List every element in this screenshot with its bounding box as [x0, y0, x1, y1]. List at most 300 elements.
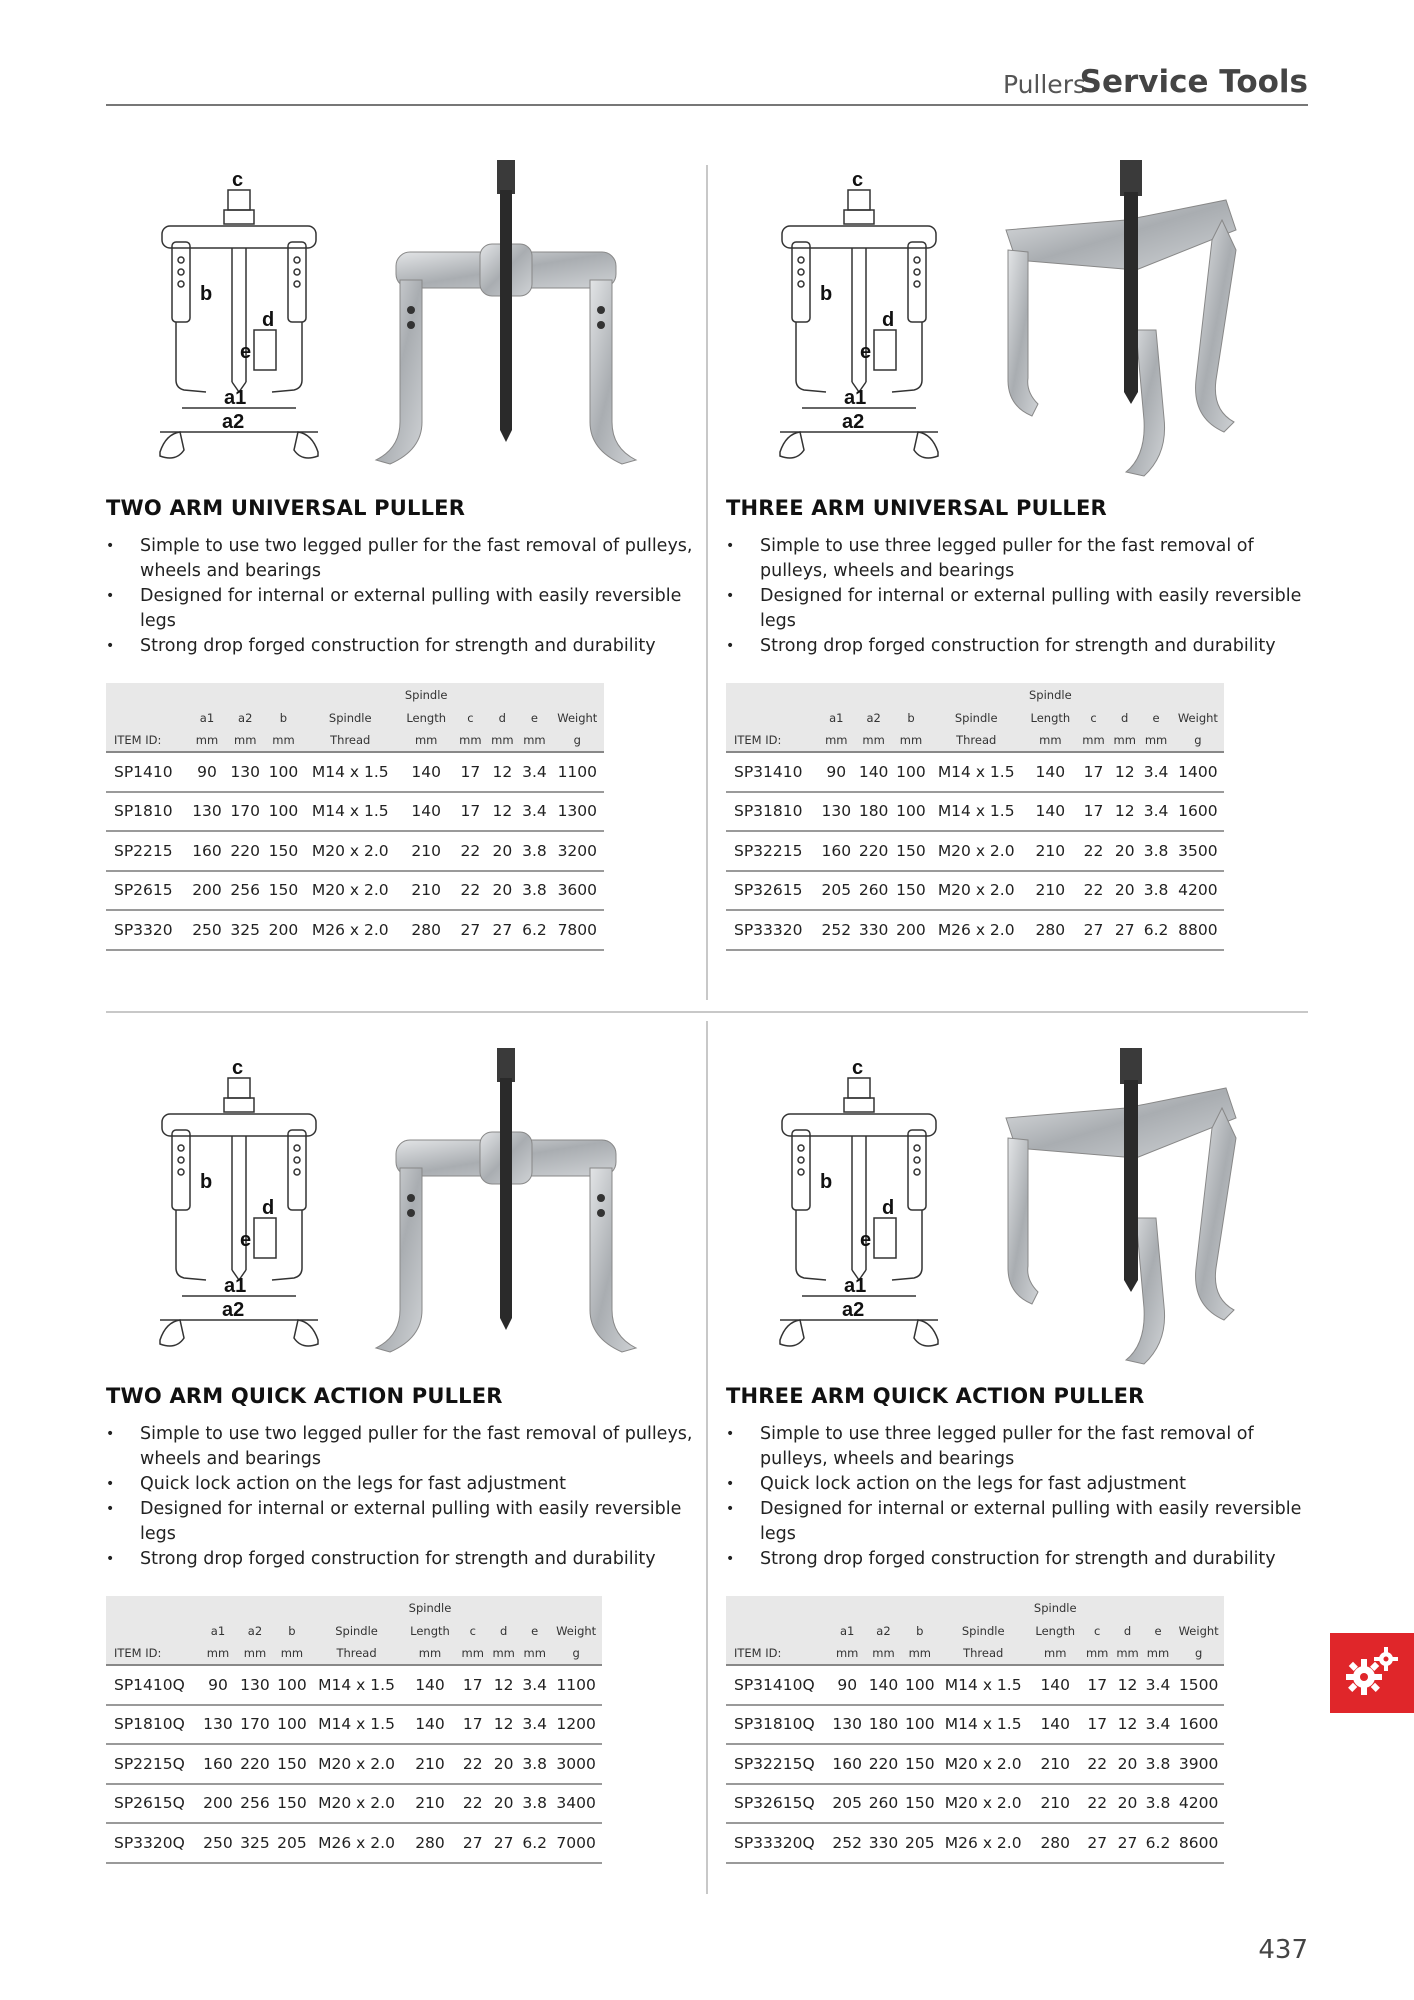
- column-header: [1082, 1596, 1112, 1619]
- row-divider: [106, 1011, 1308, 1013]
- table-row: [106, 871, 604, 911]
- spec-cell: 150: [902, 1744, 938, 1784]
- spec-cell: 205: [829, 1784, 865, 1824]
- column-header: e: [519, 1619, 550, 1642]
- spec-cell: 150: [892, 871, 929, 911]
- spec-cell: 160: [829, 1744, 865, 1784]
- feature-bullet: • Designed for internal or external pulling with easily reversible legs: [106, 584, 694, 634]
- product-figures: [106, 1048, 706, 1378]
- column-header: [1143, 1596, 1174, 1619]
- feature-bullet: • Designed for internal or external pulling with easily reversible legs: [726, 584, 1314, 634]
- spec-cell: M14 x 1.5: [938, 1665, 1029, 1705]
- spec-cell: 160: [818, 831, 855, 871]
- spec-cell: 3.8: [1143, 1784, 1174, 1824]
- spec-cell: 220: [855, 831, 892, 871]
- spec-cell: 20: [488, 1784, 519, 1824]
- spec-cell: 7000: [550, 1823, 602, 1863]
- column-header: [1078, 683, 1109, 706]
- column-header: [264, 683, 302, 706]
- spec-cell: 150: [273, 1744, 310, 1784]
- spec-cell: M20 x 2.0: [303, 831, 398, 871]
- table-row: [726, 910, 1224, 950]
- diagram-label-a1: a1: [844, 387, 867, 409]
- spec-cell: 3.4: [519, 1665, 550, 1705]
- spec-cell: M20 x 2.0: [930, 871, 1023, 911]
- spec-cell: M20 x 2.0: [938, 1784, 1029, 1824]
- diagram-label-e: e: [240, 341, 252, 363]
- diagram-label-b: b: [820, 1171, 833, 1193]
- column-header: [551, 683, 604, 706]
- gears-icon: [1330, 1633, 1414, 1713]
- spec-cell: 3.4: [1140, 792, 1172, 832]
- column-header: a2: [855, 706, 892, 729]
- diagram-label-d: d: [262, 1197, 275, 1219]
- spec-cell: 3200: [551, 831, 604, 871]
- column-header: [488, 1596, 519, 1619]
- table-row: [726, 1665, 1224, 1705]
- item-id-cell: SP32215Q: [726, 1744, 829, 1784]
- unit-header: Thread: [930, 729, 1023, 752]
- spec-table-body: [726, 752, 1224, 950]
- column-header: a1: [199, 1619, 236, 1642]
- spec-cell: 90: [199, 1665, 236, 1705]
- spec-cell: M14 x 1.5: [938, 1705, 1029, 1745]
- spec-cell: 27: [1078, 910, 1109, 950]
- spec-cell: 210: [1023, 831, 1078, 871]
- feature-bullet: • Designed for internal or external pulling with easily reversible legs: [106, 1497, 694, 1547]
- diagram-label-e: e: [240, 1229, 252, 1251]
- spec-table-header: [106, 683, 604, 752]
- spec-cell: M14 x 1.5: [310, 1705, 402, 1745]
- feature-bullet: • Strong drop forged construction for strength and durability: [106, 1547, 694, 1572]
- column-header: a2: [865, 1619, 901, 1642]
- item-id-cell: SP2215: [106, 831, 188, 871]
- column-header: Weight: [1172, 706, 1224, 729]
- column-header: [1172, 683, 1224, 706]
- item-id-cell: SP31810Q: [726, 1705, 829, 1745]
- diagram-label-a1: a1: [224, 387, 247, 409]
- item-id-cell: SP3320: [106, 910, 188, 950]
- unit-header: g: [1172, 729, 1224, 752]
- spec-cell: 160: [188, 831, 226, 871]
- spec-cell: 27: [454, 910, 486, 950]
- diagram-label-a2: a2: [222, 1299, 245, 1321]
- spec-cell: 22: [454, 871, 486, 911]
- spec-cell: 3.8: [518, 831, 550, 871]
- spec-cell: 17: [457, 1665, 488, 1705]
- unit-header: mm: [855, 729, 892, 752]
- spec-cell: 12: [1112, 1665, 1142, 1705]
- spec-cell: 325: [236, 1823, 273, 1863]
- section-tab[interactable]: [1330, 1633, 1414, 1713]
- diagram-label-a1: a1: [224, 1275, 247, 1297]
- diagram-label-b: b: [820, 283, 833, 305]
- column-header: [518, 683, 550, 706]
- spec-cell: 8600: [1173, 1823, 1224, 1863]
- item-id-header: ITEM ID:: [726, 729, 818, 752]
- item-id-cell: SP33320: [726, 910, 818, 950]
- spec-cell: 3.8: [1140, 831, 1172, 871]
- spec-cell: M14 x 1.5: [303, 792, 398, 832]
- product-figures: [726, 160, 1326, 490]
- item-id-cell: SP2215Q: [106, 1744, 199, 1784]
- spec-cell: 6.2: [518, 910, 550, 950]
- spec-cell: 20: [1109, 831, 1140, 871]
- spec-cell: 256: [226, 871, 264, 911]
- product-two-arm-quick-action: [106, 1048, 706, 1864]
- spec-cell: 220: [865, 1744, 901, 1784]
- product-two-arm-universal: [106, 160, 706, 951]
- column-header: [550, 1596, 602, 1619]
- column-header: [930, 683, 1023, 706]
- spec-cell: 150: [902, 1784, 938, 1824]
- spec-cell: 205: [902, 1823, 938, 1863]
- spec-cell: 140: [855, 752, 892, 792]
- diagram-label-b: b: [200, 1171, 213, 1193]
- spec-cell: 330: [855, 910, 892, 950]
- item-id-cell: SP32215: [726, 831, 818, 871]
- unit-header: mm: [199, 1642, 236, 1665]
- spec-cell: 12: [486, 792, 518, 832]
- spec-cell: 210: [398, 831, 454, 871]
- column-header: c: [454, 706, 486, 729]
- spec-cell: 6.2: [1143, 1823, 1174, 1863]
- spec-cell: 22: [1078, 871, 1109, 911]
- unit-header: mm: [518, 729, 550, 752]
- table-row: [726, 1823, 1224, 1863]
- spec-table: [106, 1596, 602, 1864]
- unit-header: mm: [454, 729, 486, 752]
- column-header: [818, 683, 855, 706]
- product-figures: [726, 1048, 1326, 1378]
- table-row: [726, 871, 1224, 911]
- feature-list: [726, 534, 1326, 659]
- diagram-container: [146, 1058, 336, 1358]
- column-header: a2: [236, 1619, 273, 1642]
- column-header: [310, 1596, 402, 1619]
- column-header: Spindle: [1023, 683, 1078, 706]
- item-id-cell: SP3320Q: [106, 1823, 199, 1863]
- spec-cell: 205: [273, 1823, 310, 1863]
- unit-header: mm: [829, 1642, 865, 1665]
- column-header: [855, 683, 892, 706]
- unit-header: mm: [1082, 1642, 1112, 1665]
- column-header: Length: [398, 706, 454, 729]
- spec-cell: 4200: [1173, 1784, 1224, 1824]
- spec-cell: 22: [457, 1744, 488, 1784]
- spec-cell: 22: [454, 831, 486, 871]
- feature-bullet: • Simple to use two legged puller for the fast removal of pulleys, wheels and bearings: [106, 534, 694, 584]
- column-header: a2: [226, 706, 264, 729]
- item-id-cell: SP1810Q: [106, 1705, 199, 1745]
- unit-header: Thread: [303, 729, 398, 752]
- diagram-container: [146, 170, 336, 470]
- spec-cell: M14 x 1.5: [930, 792, 1023, 832]
- column-header: [106, 706, 188, 729]
- column-header: [726, 706, 818, 729]
- spec-cell: 3.8: [1143, 1744, 1174, 1784]
- spec-cell: 3.8: [519, 1784, 550, 1824]
- spec-cell: 3.4: [1143, 1665, 1174, 1705]
- unit-header: g: [1173, 1642, 1224, 1665]
- column-header: a1: [818, 706, 855, 729]
- column-header: c: [457, 1619, 488, 1642]
- spec-cell: 3.8: [519, 1744, 550, 1784]
- column-header: Spindle: [303, 706, 398, 729]
- spec-cell: M26 x 2.0: [938, 1823, 1029, 1863]
- three-arm-puller-photo: [986, 160, 1266, 480]
- feature-bullet: • Quick lock action on the legs for fast adjustment: [106, 1472, 694, 1497]
- spec-cell: 100: [273, 1665, 310, 1705]
- spec-cell: 27: [488, 1823, 519, 1863]
- item-id-cell: SP32615: [726, 871, 818, 911]
- unit-header: g: [550, 1642, 602, 1665]
- spec-cell: 200: [199, 1784, 236, 1824]
- spec-cell: 20: [486, 831, 518, 871]
- column-header: b: [892, 706, 929, 729]
- spec-cell: 27: [457, 1823, 488, 1863]
- spec-cell: 140: [1028, 1705, 1082, 1745]
- spec-cell: 8800: [1172, 910, 1224, 950]
- spec-cell: 17: [457, 1705, 488, 1745]
- diagram-label-c: c: [852, 1058, 864, 1079]
- column-header: b: [264, 706, 302, 729]
- spec-table: [726, 1596, 1224, 1864]
- spec-cell: 280: [1028, 1823, 1082, 1863]
- spec-cell: M20 x 2.0: [303, 871, 398, 911]
- unit-header: Thread: [310, 1642, 402, 1665]
- spec-table-body: [106, 752, 604, 950]
- item-id-cell: SP32615Q: [726, 1784, 829, 1824]
- spec-cell: M20 x 2.0: [310, 1744, 402, 1784]
- diagram-label-c: c: [232, 1058, 244, 1079]
- spec-cell: 250: [199, 1823, 236, 1863]
- spec-cell: 3.4: [519, 1705, 550, 1745]
- unit-header: mm: [488, 1642, 519, 1665]
- spec-cell: 100: [902, 1665, 938, 1705]
- spec-cell: M14 x 1.5: [930, 752, 1023, 792]
- spec-cell: 3600: [551, 871, 604, 911]
- spec-cell: M20 x 2.0: [938, 1744, 1029, 1784]
- diagram-label-a2: a2: [222, 411, 245, 433]
- spec-cell: 220: [236, 1744, 273, 1784]
- column-header: [902, 1596, 938, 1619]
- column-header: a1: [829, 1619, 865, 1642]
- product-title: THREE ARM UNIVERSAL PULLER: [726, 496, 1107, 520]
- diagram-label-a2: a2: [842, 1299, 865, 1321]
- spec-cell: 1300: [551, 792, 604, 832]
- spec-cell: 17: [1082, 1705, 1112, 1745]
- two-arm-puller-photo: [366, 1048, 646, 1368]
- spec-cell: 140: [398, 792, 454, 832]
- column-header: Spindle: [398, 683, 454, 706]
- item-id-cell: SP33320Q: [726, 1823, 829, 1863]
- spec-cell: 260: [855, 871, 892, 911]
- column-header: [188, 683, 226, 706]
- column-header: e: [518, 706, 550, 729]
- column-header: [726, 683, 818, 706]
- spec-table-header: [726, 1596, 1224, 1665]
- column-header: Weight: [551, 706, 604, 729]
- spec-cell: 100: [892, 752, 929, 792]
- column-header: c: [1082, 1619, 1112, 1642]
- unit-header: mm: [1028, 1642, 1082, 1665]
- column-header: [486, 683, 518, 706]
- product-title: TWO ARM QUICK ACTION PULLER: [106, 1384, 503, 1408]
- column-header: [938, 1596, 1029, 1619]
- unit-header: mm: [486, 729, 518, 752]
- spec-cell: 1400: [1172, 752, 1224, 792]
- unit-header: mm: [1078, 729, 1109, 752]
- spec-cell: 1200: [550, 1705, 602, 1745]
- spec-cell: 280: [398, 910, 454, 950]
- item-id-cell: SP31410: [726, 752, 818, 792]
- diagram-label-d: d: [882, 309, 895, 331]
- spec-cell: 150: [892, 831, 929, 871]
- spec-cell: 3400: [550, 1784, 602, 1824]
- spec-cell: 6.2: [519, 1823, 550, 1863]
- spec-table: [726, 683, 1224, 951]
- table-row: [106, 910, 604, 950]
- spec-cell: 1600: [1173, 1705, 1224, 1745]
- dimension-diagram: [766, 1058, 956, 1358]
- spec-cell: 100: [902, 1705, 938, 1745]
- spec-cell: 150: [264, 871, 302, 911]
- diagram-container: [766, 170, 956, 470]
- spec-cell: 210: [403, 1784, 458, 1824]
- column-header: Length: [403, 1619, 458, 1642]
- unit-header: mm: [398, 729, 454, 752]
- unit-header: mm: [236, 1642, 273, 1665]
- spec-cell: 12: [486, 752, 518, 792]
- spec-cell: 12: [1109, 752, 1140, 792]
- unit-header: mm: [1023, 729, 1078, 752]
- column-header: [1140, 683, 1172, 706]
- spec-table: [106, 683, 604, 951]
- spec-cell: M20 x 2.0: [310, 1784, 402, 1824]
- spec-table-header: [106, 1596, 602, 1665]
- column-header: e: [1143, 1619, 1174, 1642]
- feature-bullet: • Simple to use three legged puller for the fast removal of pulleys, wheels and bearings: [726, 1422, 1314, 1472]
- column-header: b: [902, 1619, 938, 1642]
- item-id-header: ITEM ID:: [106, 729, 188, 752]
- diagram-label-d: d: [262, 309, 275, 331]
- spec-cell: M26 x 2.0: [303, 910, 398, 950]
- spec-cell: 180: [855, 792, 892, 832]
- column-header: d: [486, 706, 518, 729]
- spec-cell: 90: [818, 752, 855, 792]
- column-header: Length: [1028, 1619, 1082, 1642]
- unit-header: mm: [188, 729, 226, 752]
- spec-cell: 1500: [1173, 1665, 1224, 1705]
- spec-cell: 260: [865, 1784, 901, 1824]
- spec-cell: 17: [1082, 1665, 1112, 1705]
- spec-cell: 12: [1112, 1705, 1142, 1745]
- spec-cell: 200: [264, 910, 302, 950]
- feature-bullet: • Strong drop forged construction for strength and durability: [726, 1547, 1314, 1572]
- table-row: [106, 831, 604, 871]
- column-header: d: [488, 1619, 519, 1642]
- spec-cell: 3500: [1172, 831, 1224, 871]
- unit-header: g: [551, 729, 604, 752]
- column-header: [457, 1596, 488, 1619]
- product-title: TWO ARM UNIVERSAL PULLER: [106, 496, 466, 520]
- unit-header: mm: [226, 729, 264, 752]
- feature-bullet: • Simple to use two legged puller for the fast removal of pulleys, wheels and bearings: [106, 1422, 694, 1472]
- spec-cell: 17: [1078, 752, 1109, 792]
- spec-cell: 200: [892, 910, 929, 950]
- feature-list: [726, 1422, 1326, 1572]
- spec-cell: 90: [829, 1665, 865, 1705]
- feature-list: [106, 534, 706, 659]
- table-row: [726, 792, 1224, 832]
- spec-cell: 3.4: [1140, 752, 1172, 792]
- spec-cell: 100: [264, 752, 302, 792]
- page-number: 437: [1258, 1935, 1308, 1965]
- table-row: [726, 1784, 1224, 1824]
- spec-cell: 140: [865, 1665, 901, 1705]
- spec-cell: 220: [226, 831, 264, 871]
- spec-cell: 252: [818, 910, 855, 950]
- product-title: THREE ARM QUICK ACTION PULLER: [726, 1384, 1145, 1408]
- column-header: [1109, 683, 1140, 706]
- spec-cell: 325: [226, 910, 264, 950]
- unit-header: mm: [1112, 1642, 1142, 1665]
- column-header: Length: [1023, 706, 1078, 729]
- unit-header: mm: [1143, 1642, 1174, 1665]
- spec-cell: 27: [486, 910, 518, 950]
- column-header: [519, 1596, 550, 1619]
- spec-table-body: [106, 1665, 602, 1863]
- column-header: Spindle: [930, 706, 1023, 729]
- spec-cell: 3000: [550, 1744, 602, 1784]
- spec-cell: 20: [1112, 1784, 1142, 1824]
- feature-bullet: • Strong drop forged construction for strength and durability: [106, 634, 694, 659]
- spec-cell: M26 x 2.0: [930, 910, 1023, 950]
- item-id-cell: SP31810: [726, 792, 818, 832]
- column-header: [726, 1619, 829, 1642]
- spec-cell: 17: [454, 752, 486, 792]
- item-id-header: ITEM ID:: [726, 1642, 829, 1665]
- spec-cell: 150: [264, 831, 302, 871]
- diagram-label-a1: a1: [844, 1275, 867, 1297]
- photo-container: [986, 160, 1266, 480]
- spec-cell: 210: [1028, 1744, 1082, 1784]
- spec-cell: 130: [236, 1665, 273, 1705]
- column-header: b: [273, 1619, 310, 1642]
- spec-cell: 12: [1109, 792, 1140, 832]
- spec-cell: 3.4: [1143, 1705, 1174, 1745]
- spec-cell: 210: [398, 871, 454, 911]
- spec-cell: 280: [403, 1823, 458, 1863]
- column-header: [199, 1596, 236, 1619]
- column-divider-top: [706, 165, 708, 1000]
- column-header: [1173, 1596, 1224, 1619]
- column-header: a1: [188, 706, 226, 729]
- spec-cell: 27: [1112, 1823, 1142, 1863]
- two-arm-puller-photo: [366, 160, 646, 480]
- spec-cell: 210: [1028, 1784, 1082, 1824]
- unit-header: mm: [403, 1642, 458, 1665]
- column-header: [226, 683, 264, 706]
- spec-cell: 160: [199, 1744, 236, 1784]
- spec-cell: 100: [892, 792, 929, 832]
- spec-cell: 3900: [1173, 1744, 1224, 1784]
- spec-cell: 20: [486, 871, 518, 911]
- column-header: [892, 683, 929, 706]
- spec-cell: M20 x 2.0: [930, 831, 1023, 871]
- spec-cell: M26 x 2.0: [310, 1823, 402, 1863]
